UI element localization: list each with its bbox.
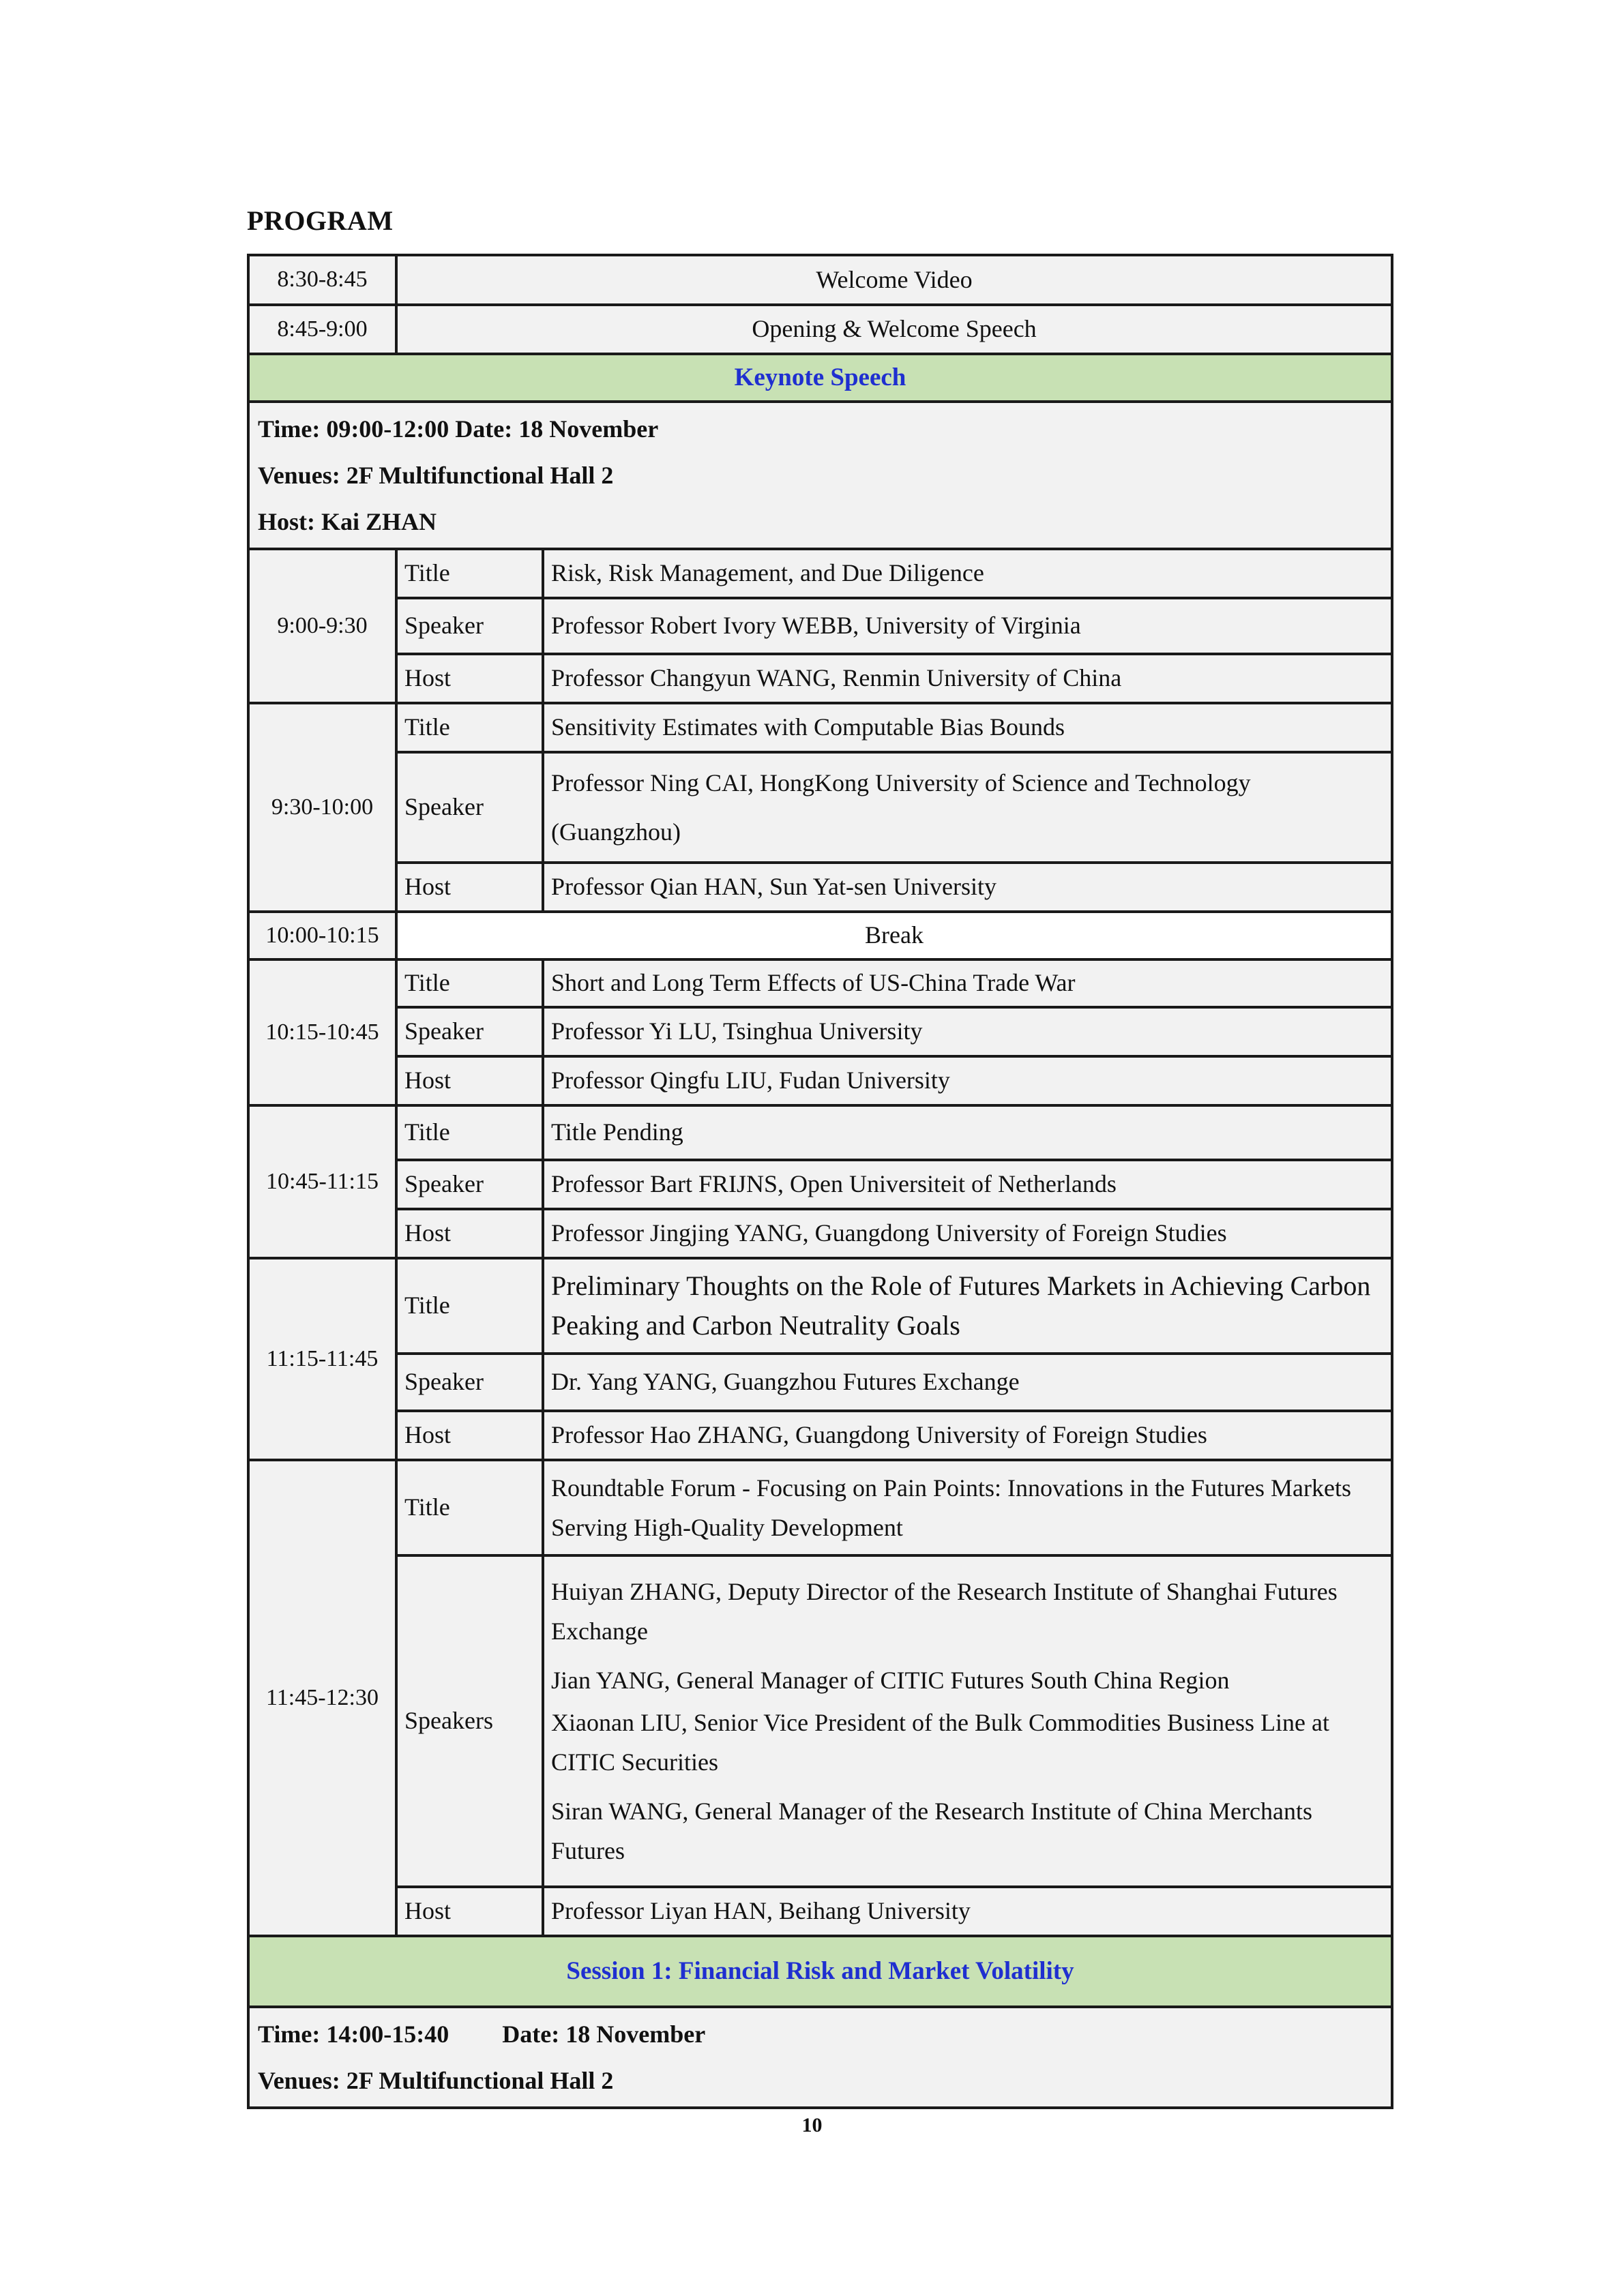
session1-time-date [258, 2011, 1383, 2057]
slot-4-title-row [248, 1105, 1392, 1160]
slot-5-title-row [248, 1258, 1392, 1354]
roundtable-speaker-4: Siran WANG, General Manager of the Research Institute of China Merchants Futures [551, 1798, 1312, 1864]
slot-4-speaker-label: Speaker [396, 1160, 543, 1209]
session1-info-row [248, 2007, 1392, 2108]
slot-4-title: Title Pending [543, 1105, 1392, 1160]
roundtable-time: 11:45-12:30 [248, 1460, 396, 1936]
slot-1-title-label: Title [396, 549, 543, 598]
slot-3-host-label: Host [396, 1056, 543, 1105]
keynote-banner-row [248, 354, 1392, 402]
slot-5-time: 11:15-11:45 [248, 1258, 396, 1460]
session1-banner: Session 1: Financial Risk and Market Volatility [248, 1936, 1392, 2007]
slot-2-speaker-label: Speaker [396, 752, 543, 863]
slot-4-host-label: Host [396, 1209, 543, 1258]
slot-4-speaker-row [248, 1160, 1392, 1209]
slot-2-time: 9:30-10:00 [248, 703, 396, 912]
keynote-venue: Venues: 2F Multifunctional Hall 2 [258, 462, 614, 489]
break-row [248, 912, 1392, 959]
keynote-info [248, 402, 1392, 549]
session1-time: Time: 14:00-15:40 [258, 2021, 449, 2048]
roundtable-title-label: Title [396, 1460, 543, 1555]
slot-3-title: Short and Long Term Effects of US-China Trade War [543, 959, 1392, 1007]
slot-5-host: Professor Hao ZHANG, Guangdong University of Foreign Studies [543, 1411, 1392, 1460]
slot-1-time: 9:00-9:30 [248, 549, 396, 703]
slot-1-host-label: Host [396, 654, 543, 703]
roundtable-host-label: Host [396, 1887, 543, 1936]
session1-info [248, 2007, 1392, 2108]
slot-3-title-row [248, 959, 1392, 1007]
slot-4-speaker: Professor Bart FRIJNS, Open Universiteit of Netherlands [543, 1160, 1392, 1209]
slot-2-title: Sensitivity Estimates with Computable Bias Bounds [543, 703, 1392, 752]
break-label: Break [396, 912, 1392, 959]
roundtable-speakers [543, 1555, 1392, 1887]
slot-5-host-label: Host [396, 1411, 543, 1460]
keynote-info-row [248, 402, 1392, 549]
slot-1-speaker-row [248, 598, 1392, 654]
slot-2-title-label: Title [396, 703, 543, 752]
roundtable-speaker-2: Jian YANG, General Manager of CITIC Futures South China Region [551, 1667, 1230, 1694]
session1-venue: Venues: 2F Multifunctional Hall 2 [258, 2067, 614, 2094]
roundtable-title: Roundtable Forum - Focusing on Pain Points: Innovations in the Futures Markets Serving High-Quality Development [543, 1460, 1392, 1555]
roundtable-speakers-label: Speakers [396, 1555, 543, 1887]
opening-event-2: Opening & Welcome Speech [396, 305, 1392, 354]
opening-row-welcome-video [248, 255, 1392, 305]
slot-5-speaker: Dr. Yang YANG, Guangzhou Futures Exchange [543, 1354, 1392, 1411]
page-number: 10 [801, 2114, 823, 2136]
roundtable-speakers-row [248, 1555, 1392, 1887]
opening-row-welcome-speech [248, 305, 1392, 354]
slot-3-speaker: Professor Yi LU, Tsinghua University [543, 1007, 1392, 1056]
slot-2-host-label: Host [396, 863, 543, 912]
slot-1-host-row [248, 654, 1392, 703]
roundtable-host: Professor Liyan HAN, Beihang University [543, 1887, 1392, 1936]
keynote-banner: Keynote Speech [248, 354, 1392, 402]
slot-1-speaker-label: Speaker [396, 598, 543, 654]
slot-3-speaker-label: Speaker [396, 1007, 543, 1056]
slot-4-host: Professor Jingjing YANG, Guangdong University of Foreign Studies [543, 1209, 1392, 1258]
slot-5-host-row [248, 1411, 1392, 1460]
slot-3-title-label: Title [396, 959, 543, 1007]
slot-1-host: Professor Changyun WANG, Renmin University of China [543, 654, 1392, 703]
slot-4-title-label: Title [396, 1105, 543, 1160]
keynote-host: Host: Kai ZHAN [258, 508, 437, 535]
slot-3-host: Professor Qingfu LIU, Fudan University [543, 1056, 1392, 1105]
opening-time-1: 8:30-8:45 [248, 255, 396, 305]
slot-2-speaker-row [248, 752, 1392, 863]
roundtable-speaker-3: Xiaonan LIU, Senior Vice President of the Bulk Commodities Business Line at CITIC Securities [551, 1709, 1330, 1776]
program-table [247, 254, 1393, 2109]
program-heading: PROGRAM [247, 205, 394, 236]
slot-2-host-row [248, 863, 1392, 912]
slot-5-title: Preliminary Thoughts on the Role of Futures Markets in Achieving Carbon Peaking and Carbon Neutrality Goals [543, 1258, 1392, 1354]
slot-1-speaker: Professor Robert Ivory WEBB, University of Virginia [543, 598, 1392, 654]
slot-3-time: 10:15-10:45 [248, 959, 396, 1105]
slot-3-host-row [248, 1056, 1392, 1105]
slot-5-speaker-label: Speaker [396, 1354, 543, 1411]
session1-date: Date: 18 November [502, 2021, 706, 2048]
slot-2-title-row [248, 703, 1392, 752]
slot-1-title: Risk, Risk Management, and Due Diligence [543, 549, 1392, 598]
roundtable-host-row [248, 1887, 1392, 1936]
slot-2-speaker: Professor Ning CAI, HongKong University of Science and Technology (Guangzhou) [543, 752, 1392, 863]
roundtable-speaker-1: Huiyan ZHANG, Deputy Director of the Research Institute of Shanghai Futures Exchange [551, 1578, 1338, 1645]
opening-time-2: 8:45-9:00 [248, 305, 396, 354]
session1-banner-row [248, 1936, 1392, 2007]
opening-event-1: Welcome Video [396, 255, 1392, 305]
slot-5-title-label: Title [396, 1258, 543, 1354]
slot-4-host-row [248, 1209, 1392, 1258]
slot-5-speaker-row [248, 1354, 1392, 1411]
roundtable-title-row [248, 1460, 1392, 1555]
slot-3-speaker-row [248, 1007, 1392, 1056]
slot-4-time: 10:45-11:15 [248, 1105, 396, 1258]
keynote-time-date: Time: 09:00-12:00 Date: 18 November [258, 415, 659, 443]
break-time: 10:00-10:15 [248, 912, 396, 959]
slot-2-host: Professor Qian HAN, Sun Yat-sen University [543, 863, 1392, 912]
slot-1-title-row [248, 549, 1392, 598]
